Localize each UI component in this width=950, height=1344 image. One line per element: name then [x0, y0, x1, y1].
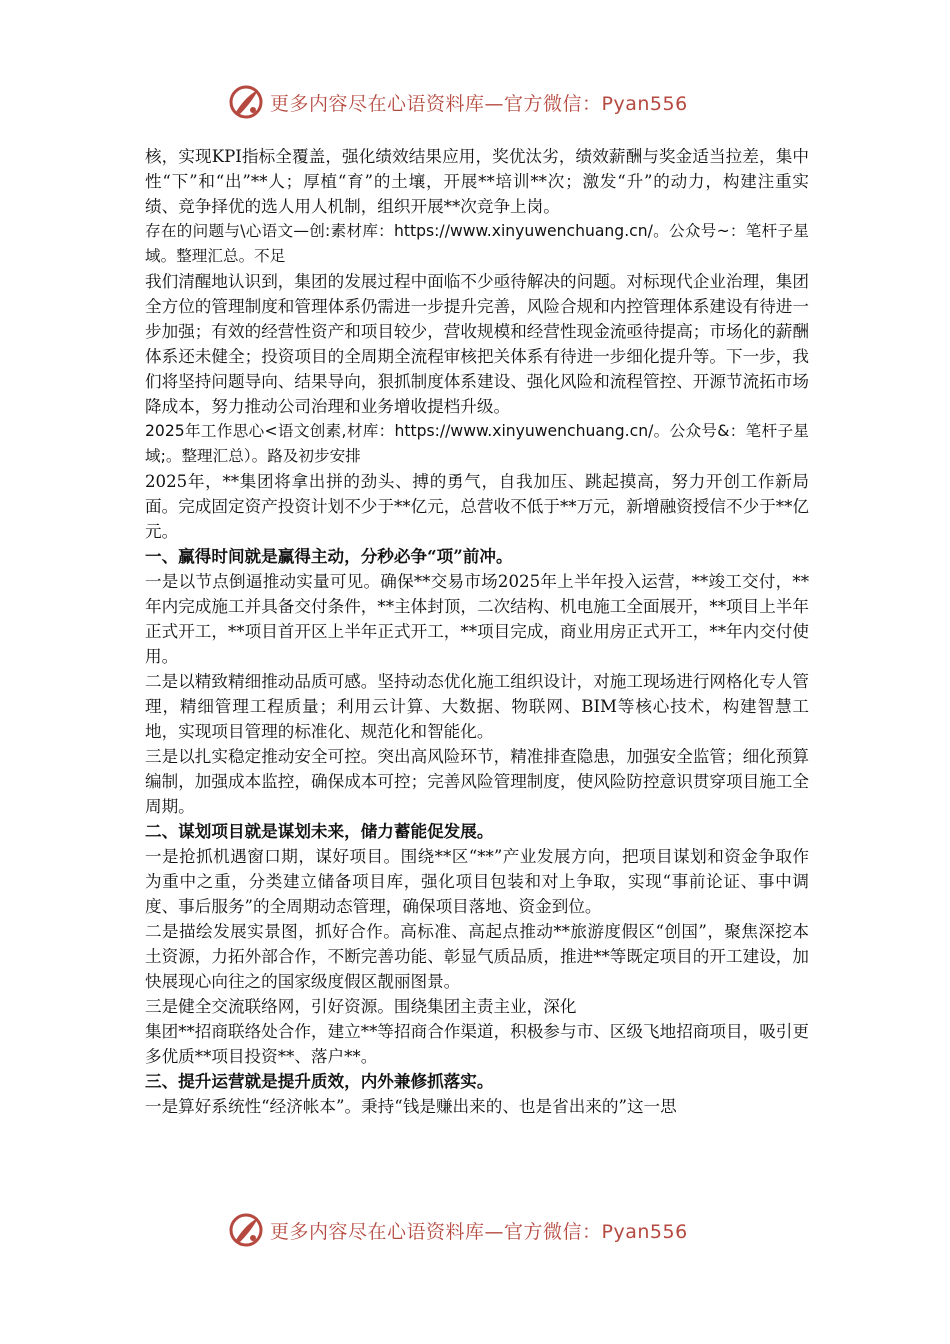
paragraph-2-2: 二是描绘发展实景图，抓好合作。高标准、高起点推动**旅游度假区“创国”，聚焦深挖本土资源，力拓外部合作，不断完善功能、彰显气质品质，推进**等既定项目的开工建设，加快展现心向往之的国家级度假区靓丽图景。 [145, 922, 809, 991]
section-heading-3: 三、提升运营就是提升质效，内外兼修抓落实。 [145, 1071, 494, 1091]
watermark-text: 更多内容尽在心语资料库—官方微信：Pyan556 [270, 92, 688, 115]
ink-brush-logo-icon [228, 84, 264, 120]
paragraph-kpi: 核，实现KPI指标全覆盖，强化绩效结果应用，奖优汰劣，绩效薪酬与奖金适当拉差，集中性“下”和“出”**人；厚植“育”的土壤，开展**培训**次；激发“升”的动力，构建注重实绩、竞争择优的选人用人机制，组织开展**次竞争上岗。 [145, 147, 809, 216]
paragraph-3-1: 一是算好系统性“经济帐本”。秉持“钱是赚出来的、也是省出来的”这一思 [145, 1097, 677, 1116]
paragraph-1-1: 一是以节点倒逼推动实量可见。确保**交易市场2025年上半年投入运营，**竣工交付，**年内完成施工并具备交付条件，**主体封顶，二次结构、机电施工全面展开，**项目上半年正式开工，**项目首开区上半年正式开工，**项目完成，商业用房正式开工，**年内交付使用。 [145, 572, 809, 666]
section-heading-2: 二、谋划项目就是谋划未来，储力蓄能促发展。 [145, 821, 494, 841]
section-heading-1: 一、赢得时间就是赢得主动，分秒必争“项”前冲。 [145, 546, 513, 566]
paragraph-2-3a: 三是健全交流联络网，引好资源。围绕集团主责主业，深化 [145, 997, 577, 1016]
document-body [145, 144, 809, 1119]
heading-problems: 存在的问题与\心语文—创:素材库：https://www.xinyuwenchuang.cn/。公众号~：笔杆子星域。整理汇总。不足 [145, 222, 809, 265]
watermark-text: 更多内容尽在心语资料库—官方微信：Pyan556 [270, 1220, 688, 1243]
paragraph-problems: 我们清醒地认识到，集团的发展过程中面临不少亟待解决的问题。对标现代企业治理，集团全方位的管理制度和管理体系仍需进一步提升完善，风险合规和内控管理体系建设有待进一步加强；有效的经营性资产和项目较少，营收规模和经营性现金流亟待提高；市场化的薪酬体系还未健全；投资项目的全周期全流程审核把关体系有待进一步细化提升等。下一步，我们将坚持问题导向、结果导向，狠抓制度体系建设、强化风险和流程管控、开源节流拓市场降成本，努力推动公司治理和业务增收提档升级。 [145, 272, 809, 416]
paragraph-2-1: 一是抢抓机遇窗口期，谋好项目。围绕**区“**”产业发展方向，把项目谋划和资金争取作为重中之重，分类建立储备项目库，强化项目包装和对上争取，实现“事前论证、事中调度、事后服务”的全周期动态管理，确保项目落地、资金到位。 [145, 847, 809, 916]
heading-2025-plan: 2025年工作思心<语文创素,材库：https://www.xinyuwenchuang.cn/。公众号&：笔杆子星域;。整理汇总）。路及初步安排 [145, 422, 809, 465]
watermark-banner-bottom [228, 1210, 748, 1250]
watermark-banner-top [228, 82, 748, 122]
paragraph-1-3: 三是以扎实稳定推动安全可控。突出高风险环节，精准排查隐患，加强安全监管；细化预算编制，加强成本监控，确保成本可控；完善风险管理制度，使风险防控意识贯穿项目施工全周期。 [145, 747, 809, 816]
paragraph-2-3b: 集团**招商联络处合作，建立**等招商合作渠道，积极参与市、区级飞地招商项目，吸引更多优质**项目投资**、落户**。 [145, 1022, 809, 1066]
paragraph-1-2: 二是以精致精细推动品质可感。坚持动态优化施工组织设计，对施工现场进行网格化专人管理，精细管理工程质量；利用云计算、大数据、物联网、BIM等核心技术，构建智慧工地，实现项目管理的标准化、规范化和智能化。 [145, 672, 809, 741]
paragraph-2025-goals: 2025年，**集团将拿出拼的劲头、搏的勇气，自我加压、跳起摸高，努力开创工作新局面。完成固定资产投资计划不少于**亿元，总营收不低于**万元，新增融资授信不少于**亿元。 [145, 472, 809, 541]
ink-brush-logo-icon [228, 1212, 264, 1248]
